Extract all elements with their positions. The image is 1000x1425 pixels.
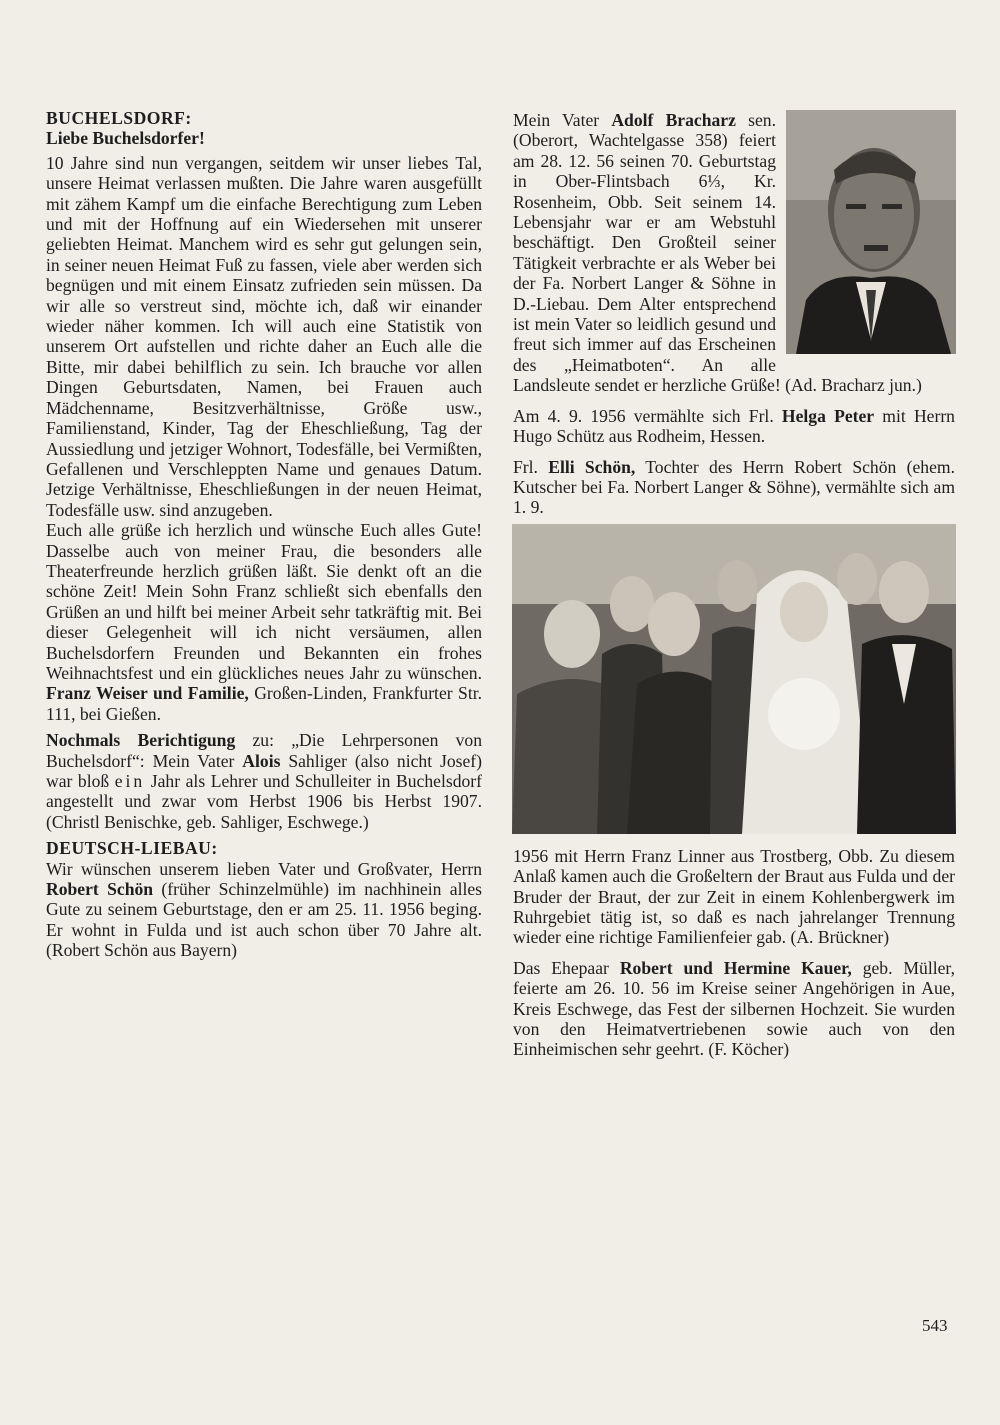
left-column [46, 108, 482, 967]
paragraph: 1956 mit Herrn Franz Linner aus Trostberg, Obb. Zu diesem Anlaß kamen auch die Großeltern der Braut aus Fulda und der Bruder der Braut, der zur Zeit in einem Kohlenbergwerk im Ruhrgebiet tätig ist, so daß es nach jahrelanger Trennung wieder eine richtige Familienfeier gab. (A. Brückner) [513, 845, 955, 948]
paragraph: Wir wünschen unserem lieben Vater und Großvater, Herrn Robert Schön (früher Schinzelmühle) im nachhinein alles Gute zu seinem Geburtstage, den er am 25. 11. 1956 beging. Er wohnt in Fulda und ist auch schon über 70 Jahre alt. (Robert Schön aus Bayern) [46, 858, 482, 961]
paragraph: 10 Jahre sind nun vergangen, seitdem wir unser liebes Tal, unsere Heimat verlassen mußten. Die Jahre waren ausgefüllt mit zähem Kampf um die einfache Berechtigung zum Leben und mit der Hoffnung auf ein Wiedersehen mit unserer geliebten Heimat. Manchem wird es sehr gut gelungen sein, in seiner neuen Heimat Fuß zu fassen, viele aber werden sich begnügen und mit einem Einsatz zufrieden sein müssen. Da wir alle so verstreut sind, möchte ich, daß wir einander wieder näher kommen. Ich will auch eine Statistik von unserem Ort aufstellen und richte daher an Euch alle die Bitte, mir dabei behilflich zu sein. Ich brauche vor allen Dingen Geburtsdaten, Namen, bei Frauen auch Mädchenname, Besitzverhältnisse, Größe usw., Familienstand, Kinder, Tag der Eheschließung, Tag der Aussiedlung und jetziger Wohnort, Todesfälle, bei Vermißten, Gefallenen und Verschleppten Name und genaues Datum. Jetzige Verhältnisse, Eheschließungen in der neuen Heimat, Todesfälle usw. sind anzugeben. [46, 152, 482, 520]
paragraph: Am 4. 9. 1956 vermählte sich Frl. Helga Peter mit Herrn Hugo Schütz aus Rodheim, Hessen. [513, 405, 955, 447]
portrait-photo [786, 110, 956, 354]
paragraph: Nochmals Berichtigung zu: „Die Lehrpersonen von Buchelsdorf“: Mein Vater Alois Sahliger (also nicht Josef) war bloß ein Jahr als Lehrer und Schulleiter in Buchelsdorf angestellt und zwar vom Herbst 1906 bis Herbst 1907. (Christl Benischke, geb. Sahliger, Eschwege.) [46, 730, 483, 832]
wedding-photo [512, 524, 956, 834]
paragraph: Das Ehepaar Robert und Hermine Kauer, geb. Müller, feierte am 26. 10. 56 im Kreise seiner Angehörigen in Aue, Kreis Eschwege, das Fest der silbernen Hochzeit. Sie wurden von den Heimatvertriebenen sowie auch von den Einheimischen sehr geehrt. (F. Köcher) [513, 957, 955, 1060]
signature: Franz Weiser und Familie, [46, 683, 249, 704]
paragraph: Euch alle grüße ich herzlich und wünsche Euch alles Gute! Dasselbe auch von meiner Frau, die besonders alle Theaterfreunde herzlich grüßen läßt. Sie denkt oft an die schöne Zeit! Mein Sohn Franz schließt sich ebenfalls den Grüßen an und hilft bei meiner Arbeit sehr tatkräftig mit. Bei dieser Gelegenheit will ich nicht versäumen, allen Buchelsdorfern Freunden und Bekannten ein frohes Weihnachtsfest und ein glückliches neues Jahr zu wünschen. Franz Weiser und Familie, Großen-Linden, Frankfurter Str. 111, bei Gießen. [46, 520, 482, 724]
page-number: 543 [922, 1316, 948, 1335]
right-column [513, 110, 955, 1066]
section-heading-deutsch-liebau: DEUTSCH-LIEBAU: [46, 838, 218, 859]
section-heading-buchelsdorf: BUCHELSDORF: [46, 108, 192, 128]
paragraph: Frl. Elli Schön, Tochter des Herrn Robert Schön (ehem. Kutscher bei Fa. Norbert Langer & Söhne), vermählte sich am 1. 9. [513, 456, 955, 518]
paragraph: Mein Vater Adolf Bracharz sen. (Oberort, Wachtelgasse 358) feiert am 28. 12. 56 seinen 70. Geburtstag in Ober-Flintsbach 6⅓, Kr. Rosenheim, Obb. Seit seinem 14. Lebensjahr war er am Webstuhl beschäftigt. Den Großteil seiner Tätigkeit verbrachte er als Weber bei der Fa. Norbert Langer & Söhne in D.-Liebau. Dem Alter entsprechend ist mein Vater so leidlich gesund und freut sich immer auf das Erscheinen des „Heimatboten“. An alle Landsleute sendet er herzliche Grüße! (Ad. Bracharz jun.) [513, 110, 922, 396]
greeting: Liebe Buchelsdorfer! [46, 128, 205, 149]
